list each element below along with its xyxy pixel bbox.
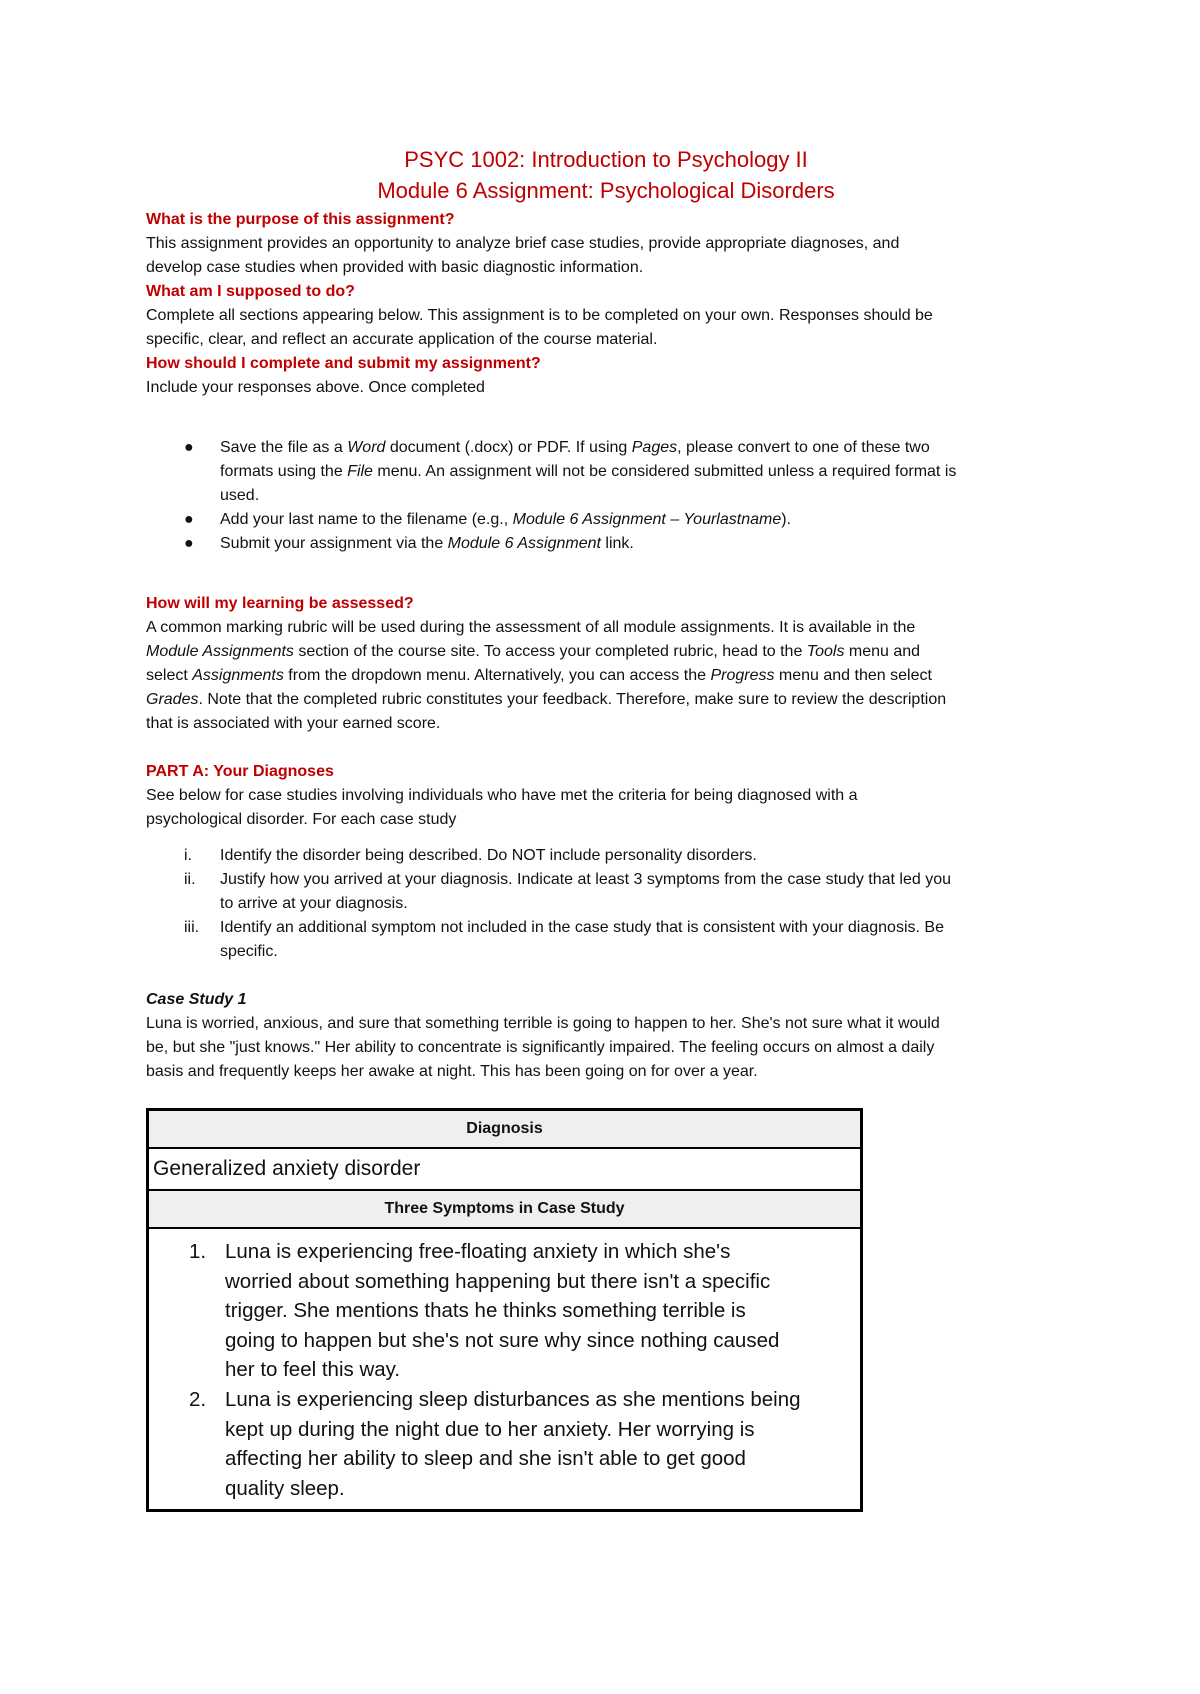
case-study-text: Luna is worried, anxious, and sure that something terrible is going to happen to her. She's not sure what it would be, but she "just knows." Her ability to concentrate is significantly impaired. The feeling occurs on almost a daily basis and frequently keeps her awake at night. This has been going on for over a year. bbox=[146, 1015, 940, 1080]
list-item: ● Submit your assignment via the Module 6 Assignment link. bbox=[146, 532, 1066, 556]
purpose-line-2: develop case studies when provided with basic diagnostic information. bbox=[146, 259, 644, 276]
todo-heading: What am I supposed to do? bbox=[146, 283, 355, 300]
diagnosis-table bbox=[146, 1108, 863, 1512]
symptoms-list bbox=[149, 1237, 860, 1503]
purpose-heading: What is the purpose of this assignment? bbox=[146, 211, 455, 228]
module-title: Module 6 Assignment: Psychological Disorders bbox=[377, 178, 835, 203]
submit-heading: How should I complete and submit my assignment? bbox=[146, 355, 541, 372]
list-item: ● Save the file as a Word document (.docx) or PDF. If using Pages, please convert to one of these two formats using the File menu. An assignment will not be considered submitted unless a required format is used. bbox=[146, 436, 1066, 508]
bullet-icon: ● bbox=[184, 535, 194, 552]
bullet-icon: ● bbox=[184, 511, 194, 528]
list-item: i. Identify the disorder being described. Do NOT include personality disorders. bbox=[184, 847, 757, 864]
assessed-paragraph: A common marking rubric will be used during the assessment of all module assignments. It is available in the Module Assignments section of the course site. To access your completed rubric, head to the Tools menu and select Assignments from the dropdown menu. Alternatively, you can access the Progress menu and then select Grades. Note that the completed rubric constitutes your feedback. Therefore, make sure to review the description that is associated with your earned score. bbox=[146, 619, 947, 732]
list-item: 1. Luna is experiencing free-floating anxiety in which she's worried about something happening but there isn't a specific trigger. She mentions thats he thinks something terrible is going to happen but she's not sure why since nothing caused her to feel this way. bbox=[189, 1240, 780, 1382]
list-item: 2. Luna is experiencing sleep disturbances as she mentions being kept up during the night due to her anxiety. Her worrying is affecting her ability to sleep and she isn't able to get good quality sleep. bbox=[189, 1387, 801, 1500]
diagnosis-answer: Generalized anxiety disorder bbox=[148, 1148, 862, 1190]
bullet-icon: ● bbox=[184, 439, 194, 456]
part-a-heading: PART A: Your Diagnoses bbox=[146, 763, 334, 780]
symptoms-cell bbox=[148, 1228, 862, 1511]
list-item: iii. Identify an additional symptom not included in the case study that is consistent with your diagnosis. Be specific. bbox=[184, 919, 944, 960]
submit-bullet-list bbox=[146, 436, 1066, 556]
submit-intro: Include your responses above. Once completed bbox=[146, 379, 485, 396]
list-item: ii. Justify how you arrived at your diagnosis. Indicate at least 3 symptoms from the case study that led you to arrive at your diagnosis. bbox=[184, 871, 952, 912]
assessed-heading: How will my learning be assessed? bbox=[146, 595, 414, 612]
todo-line-2: specific, clear, and reflect an accurate application of the course material. bbox=[146, 331, 658, 348]
case-study-title: Case Study 1 bbox=[146, 991, 247, 1008]
purpose-line-1: This assignment provides an opportunity to analyze brief case studies, provide appropriate diagnoses, and bbox=[146, 235, 900, 252]
todo-line-1: Complete all sections appearing below. This assignment is to be completed on your own. Responses should be bbox=[146, 307, 933, 324]
part-a-steps bbox=[146, 844, 1066, 964]
part-a-line-2: psychological disorder. For each case study bbox=[146, 811, 457, 828]
document-page bbox=[146, 144, 1066, 1512]
symptoms-header: Three Symptoms in Case Study bbox=[148, 1190, 862, 1228]
diagnosis-header: Diagnosis bbox=[148, 1110, 862, 1149]
course-title: PSYC 1002: Introduction to Psychology II bbox=[404, 147, 808, 172]
list-item: ● Add your last name to the filename (e.g., Module 6 Assignment – Yourlastname). bbox=[146, 508, 1066, 532]
part-a-line-1: See below for case studies involving individuals who have met the criteria for being diagnosed with a bbox=[146, 787, 858, 804]
